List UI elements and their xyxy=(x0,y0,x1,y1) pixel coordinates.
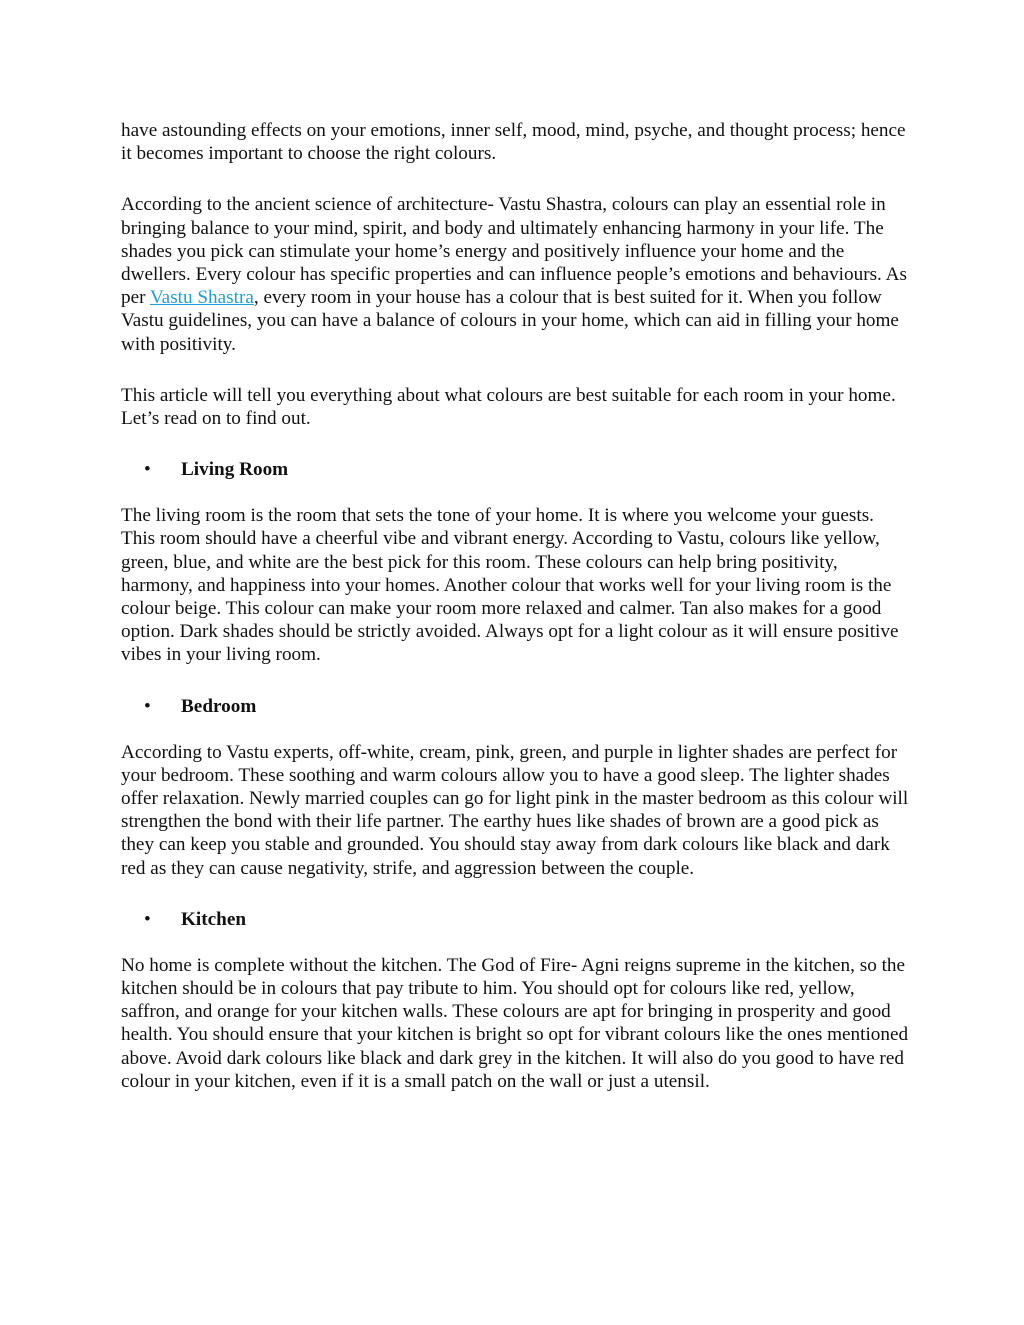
section-heading-kitchen xyxy=(121,908,911,931)
heading-label: Living Room xyxy=(181,459,289,481)
vastu-intro-text-before: According to the ancient science of architecture- Vastu Shastra, colours can play an essential role in bringing balance to your mind, spirit, and body and ultimately enhancing harmony in your life. The shades you pick can stimulate your home’s energy and positively influence your home and the dwellers. Every colour has specific properties and can influence people’s emotions and behaviours. As per xyxy=(121,194,907,309)
bullet-icon: • xyxy=(144,695,151,717)
heading-label: Kitchen xyxy=(181,908,247,930)
kitchen-paragraph: No home is complete without the kitchen. The God of Fire- Agni reigns supreme in the kitchen, so the kitchen should be in colours that pay tribute to him. You should opt for colours like red, yellow, saffron, and orange for your kitchen walls. These colours are apt for bringing in prosperity and good health. You should ensure that your kitchen is bright so opt for vibrant colours like the ones mentioned above. Avoid dark colours like black and dark grey in the kitchen. It will also do you good to have red colour in your kitchen, even if it is a small patch on the wall or just a utensil. xyxy=(121,954,909,1092)
bedroom-paragraph: According to Vastu experts, off-white, cream, pink, green, and purple in lighter shades are perfect for your bedroom. These soothing and warm colours allow you to have a good sleep. The lighter shades offer relaxation. Newly married couples can go for light pink in the master bedroom as this colour will strengthen the bond with their life partner. The earthy hues like shades of brown are a good pick as they can keep you stable and grounded. You should stay away from dark colours like black and dark red as they can cause negativity, strife, and aggression between the couple. xyxy=(121,741,909,879)
document-page xyxy=(121,119,911,1121)
living-room-paragraph: The living room is the room that sets the tone of your home. It is where you welcome your guests. This room should have a cheerful vibe and vibrant energy. According to Vastu, colours like yellow, green, blue, and white are the best pick for this room. These colours can help bring positivity, harmony, and happiness into your homes. Another colour that works well for your living room is the colour beige. This colour can make your room more relaxed and calmer. Tan also makes for a good option. Dark shades should be strictly avoided. Always opt for a light colour as it will ensure positive vibes in your living room. xyxy=(121,505,899,666)
vastu-intro-text-after: , every room in your house has a colour that is best suited for it. When you follow Vastu guidelines, you can have a balance of colours in your home, which can aid in filling your home with positivity. xyxy=(121,287,899,355)
article-overview-paragraph: This article will tell you everything about what colours are best suitable for each room in your home. Let’s read on to find out. xyxy=(121,384,896,430)
vastu-shastra-link[interactable]: Vastu Shastra xyxy=(149,287,254,309)
intro-paragraph-continued: have astounding effects on your emotions, inner self, mood, mind, psyche, and thought process; hence it becomes important to choose the right colours. xyxy=(121,120,906,165)
section-heading-living-room xyxy=(121,458,911,481)
vastu-intro-paragraph xyxy=(121,193,911,355)
section-heading-bedroom xyxy=(121,695,911,718)
bullet-icon: • xyxy=(144,459,151,481)
bullet-icon: • xyxy=(144,908,151,930)
heading-label: Bedroom xyxy=(181,695,257,717)
